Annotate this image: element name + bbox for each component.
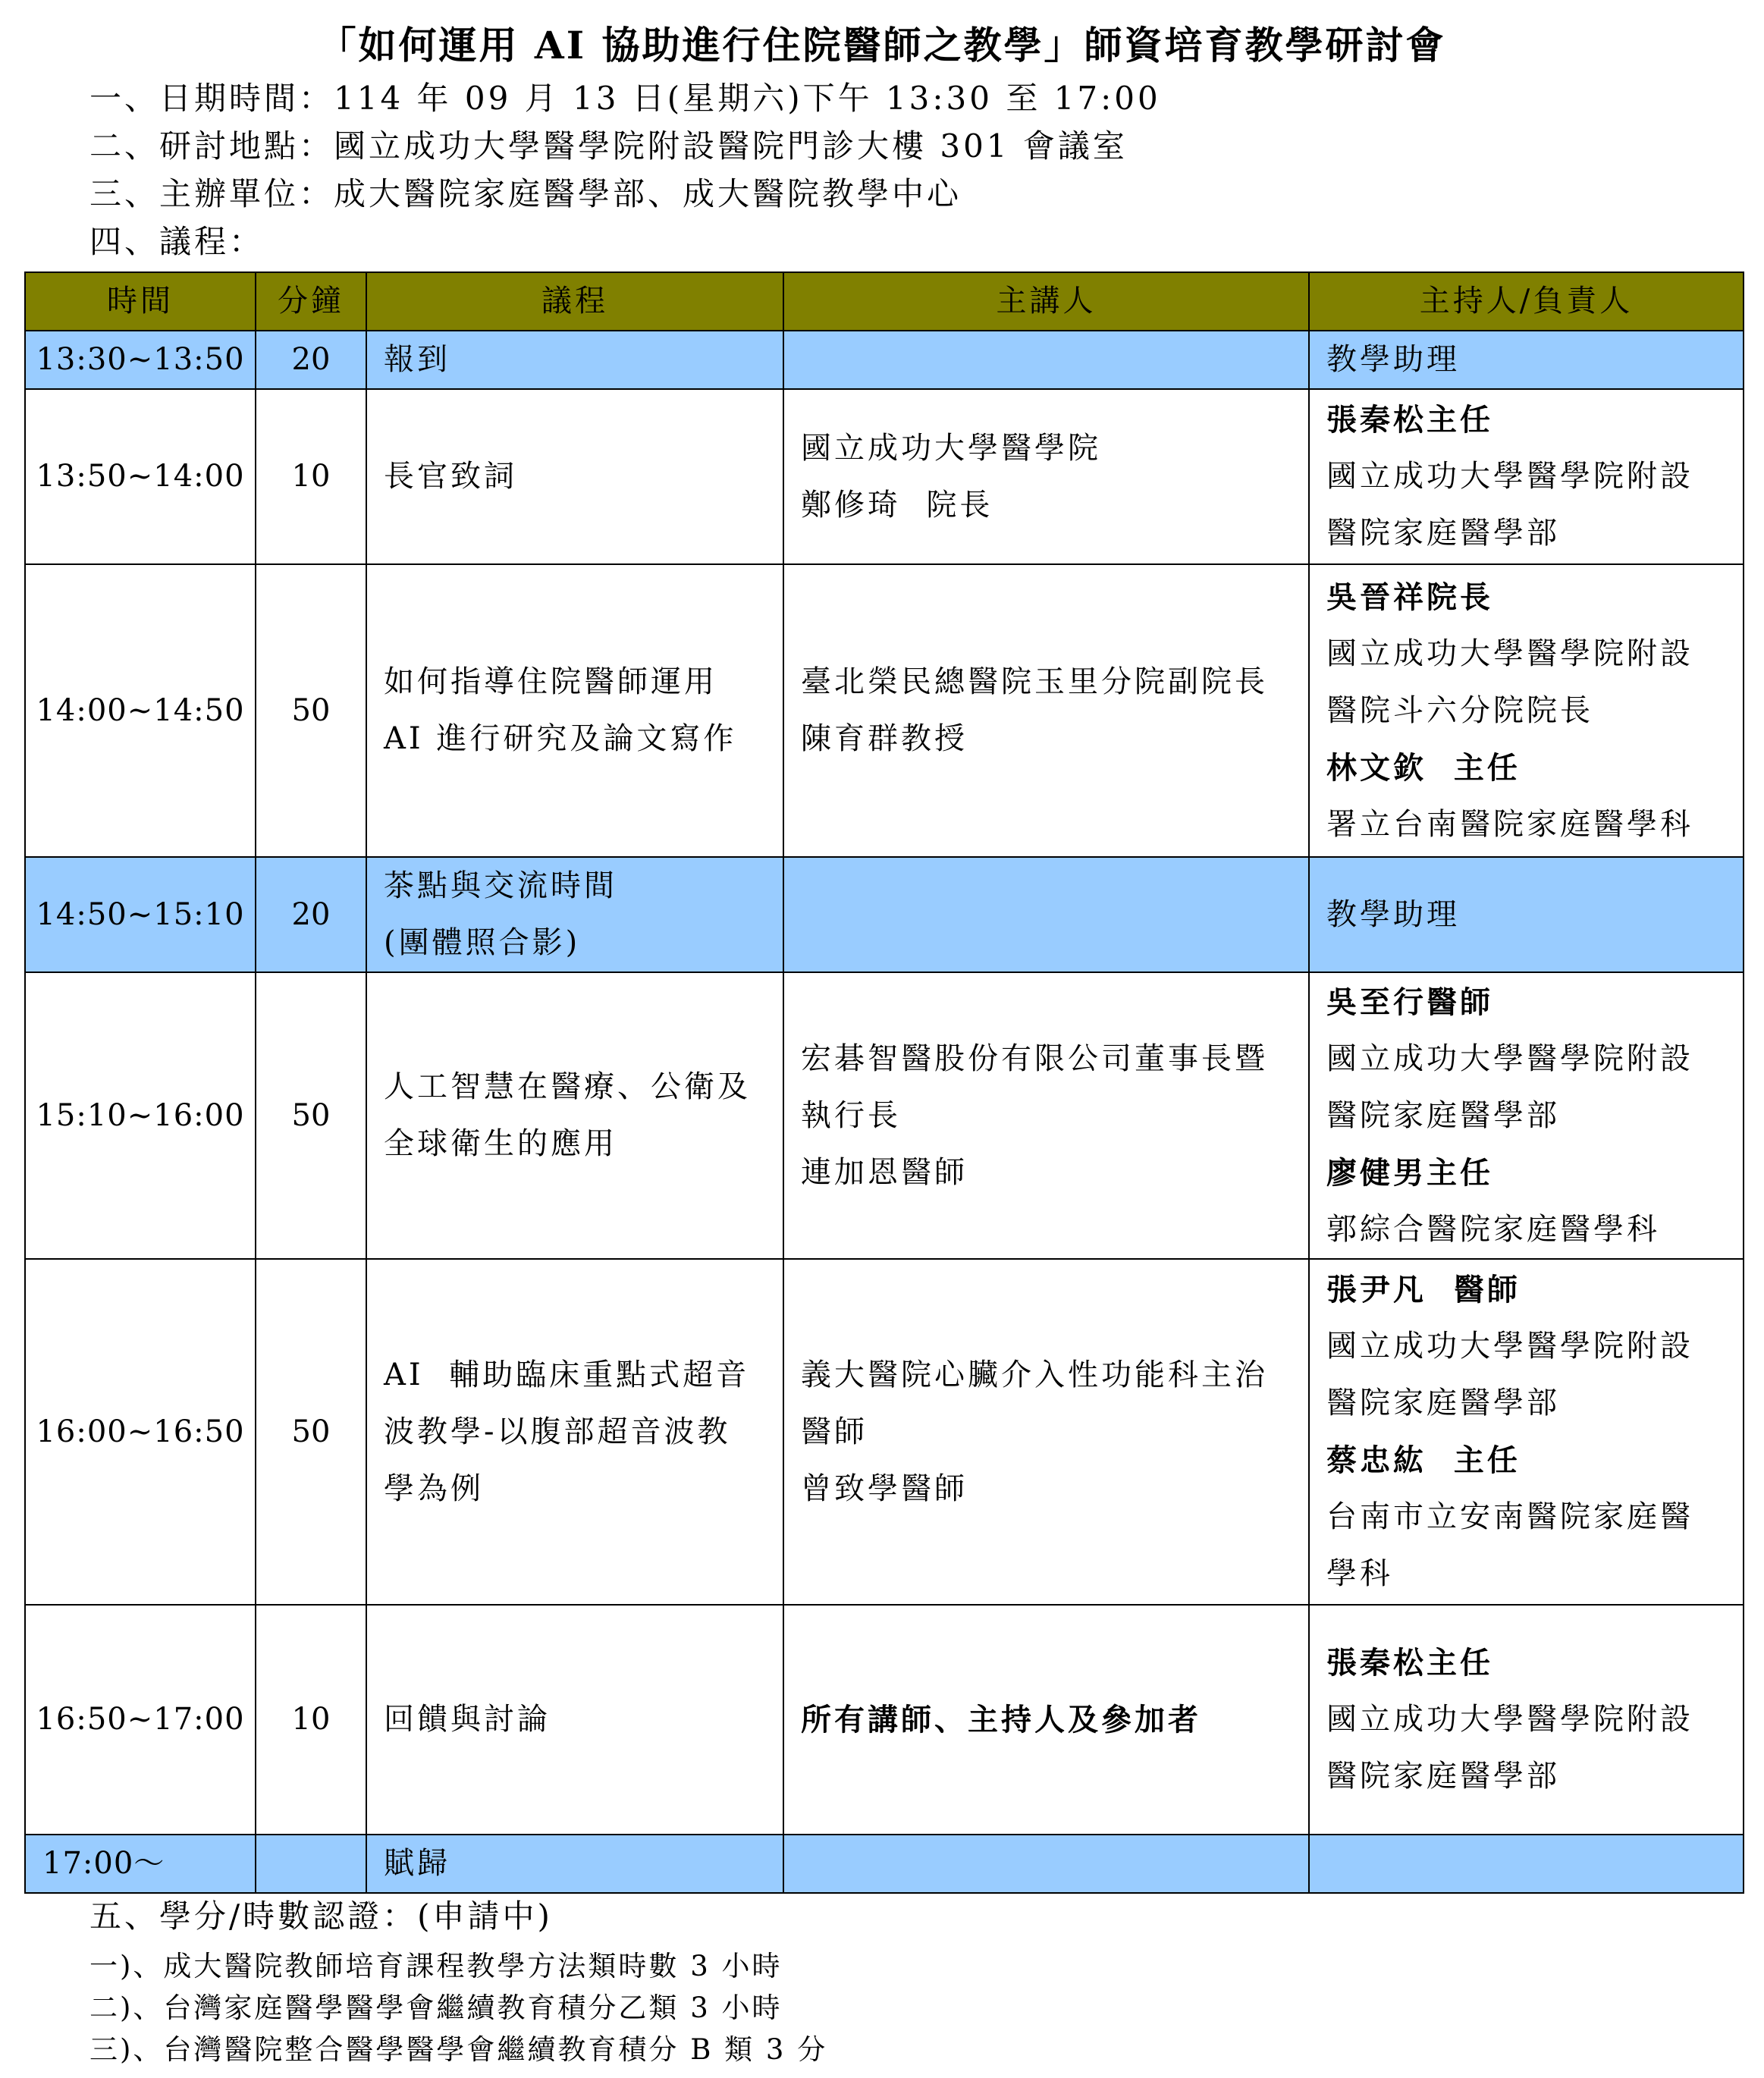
host-line: 醫院家庭醫學部 bbox=[1326, 516, 1560, 551]
credits-heading: 五、學分/時數認證：(申請中) bbox=[89, 1898, 553, 1935]
agenda-header-row bbox=[25, 272, 1744, 331]
topic-line: (團體照合影) bbox=[384, 925, 581, 960]
speaker-line: 義大醫院心臟介入性功能科主治 bbox=[801, 1357, 1268, 1392]
host-line: 國立成功大學醫學院附設 bbox=[1326, 1329, 1693, 1364]
row-speaker bbox=[783, 564, 1309, 857]
row-topic bbox=[366, 1605, 783, 1835]
host-line: 郭綜合醫院家庭醫學科 bbox=[1326, 1211, 1660, 1247]
host-line: 國立成功大學醫學院附設 bbox=[1326, 459, 1693, 494]
topic-line: 報到 bbox=[384, 342, 450, 377]
row-time: 16:50~17:00 bbox=[25, 1605, 256, 1835]
row-host bbox=[1309, 1835, 1744, 1893]
row-topic bbox=[366, 331, 783, 389]
row-time: 14:00~14:50 bbox=[25, 564, 256, 857]
row-minutes: 10 bbox=[256, 389, 366, 564]
host-name: 吳晉祥院長 bbox=[1326, 579, 1493, 615]
page-title: 「如何運用 AI 協助進行住院醫師之教學」師資培育教學研討會 bbox=[318, 23, 1446, 67]
row-minutes: 20 bbox=[256, 331, 366, 389]
header-time: 時間 bbox=[25, 272, 256, 331]
table-row bbox=[25, 1605, 1744, 1835]
row-topic bbox=[366, 389, 783, 564]
table-row bbox=[25, 972, 1744, 1259]
header-speaker: 主講人 bbox=[783, 272, 1309, 331]
host-line: 國立成功大學醫學院附設 bbox=[1326, 1702, 1693, 1737]
topic-line: 賦歸 bbox=[384, 1846, 450, 1881]
row-host bbox=[1309, 564, 1744, 857]
topic-line: 全球衛生的應用 bbox=[384, 1126, 617, 1161]
row-topic bbox=[366, 1835, 783, 1893]
credit-item: 一)、成大醫院教師培育課程教學方法類時數 3 小時 bbox=[89, 1950, 783, 1982]
row-topic bbox=[366, 564, 783, 857]
row-minutes bbox=[256, 1835, 366, 1893]
host-line: 教學助理 bbox=[1326, 342, 1460, 377]
row-speaker bbox=[783, 972, 1309, 1259]
host-line: 醫院家庭醫學部 bbox=[1326, 1386, 1560, 1420]
speaker-line: 曾致學醫師 bbox=[801, 1471, 968, 1506]
host-name: 蔡忠紘 主任 bbox=[1326, 1442, 1521, 1478]
row-time: 17:00～ bbox=[25, 1835, 256, 1893]
speaker-line: 鄭修琦 院長 bbox=[801, 487, 993, 523]
table-row bbox=[25, 1835, 1744, 1893]
info-agenda-heading: 四、議程： bbox=[89, 223, 265, 260]
topic-line: 波教學-以腹部超音波教 bbox=[384, 1414, 731, 1449]
speaker-line: 連加恩醫師 bbox=[801, 1154, 968, 1190]
row-host bbox=[1309, 972, 1744, 1259]
host-name: 林文欽 主任 bbox=[1326, 749, 1521, 786]
topic-line: AI 進行研究及論文寫作 bbox=[384, 721, 737, 756]
host-line: 教學助理 bbox=[1326, 896, 1460, 932]
speaker-line: 宏碁智醫股份有限公司董事長暨 bbox=[801, 1041, 1268, 1076]
agenda-table bbox=[24, 272, 1744, 1894]
row-minutes: 50 bbox=[256, 1259, 366, 1605]
topic-line: 茶點與交流時間 bbox=[384, 868, 617, 903]
host-line: 國立成功大學醫學院附設 bbox=[1326, 636, 1693, 671]
info-organizer: 三、主辦單位：成大醫院家庭醫學部、成大醫院教學中心 bbox=[89, 175, 962, 212]
host-name: 吳至行醫師 bbox=[1326, 984, 1493, 1020]
host-line: 國立成功大學醫學院附設 bbox=[1326, 1041, 1693, 1076]
topic-line: 學為例 bbox=[384, 1471, 484, 1506]
table-row bbox=[25, 564, 1744, 857]
table-row bbox=[25, 857, 1744, 972]
row-speaker bbox=[783, 331, 1309, 389]
row-topic bbox=[366, 1259, 783, 1605]
info-date: 一、日期時間：114 年 09 月 13 日(星期六)下午 13:30 至 17:00 bbox=[89, 80, 1161, 117]
row-time: 14:50~15:10 bbox=[25, 857, 256, 972]
speaker-line: 臺北榮民總醫院玉里分院副院長 bbox=[801, 664, 1268, 699]
host-line: 醫院家庭醫學部 bbox=[1326, 1097, 1560, 1133]
row-time: 13:30~13:50 bbox=[25, 331, 256, 389]
topic-line: 長官致詞 bbox=[384, 459, 517, 494]
host-name: 廖健男主任 bbox=[1326, 1154, 1493, 1191]
row-host bbox=[1309, 1259, 1744, 1605]
row-speaker bbox=[783, 389, 1309, 564]
topic-line: AI 輔助臨床重點式超音 bbox=[384, 1357, 750, 1392]
row-host bbox=[1309, 857, 1744, 972]
row-time: 13:50~14:00 bbox=[25, 389, 256, 564]
row-host bbox=[1309, 389, 1744, 564]
host-line: 醫院斗六分院院長 bbox=[1326, 692, 1593, 728]
host-line: 署立台南醫院家庭醫學科 bbox=[1326, 806, 1693, 842]
host-line: 醫院家庭醫學部 bbox=[1326, 1759, 1560, 1794]
table-row bbox=[25, 331, 1744, 389]
host-name: 張尹凡 醫師 bbox=[1326, 1272, 1521, 1307]
speaker-line: 國立成功大學醫學院 bbox=[801, 430, 1101, 466]
row-minutes: 50 bbox=[256, 564, 366, 857]
topic-line: 人工智慧在醫療、公衛及 bbox=[384, 1069, 751, 1104]
row-speaker bbox=[783, 1835, 1309, 1893]
header-host: 主持人/負責人 bbox=[1309, 272, 1744, 331]
row-time: 15:10~16:00 bbox=[25, 972, 256, 1259]
speaker-line: 所有講師、主持人及參加者 bbox=[801, 1702, 1201, 1737]
speaker-line: 陳育群教授 bbox=[801, 721, 968, 756]
header-topic: 議程 bbox=[366, 272, 783, 331]
speaker-line: 執行長 bbox=[801, 1097, 901, 1133]
host-name: 張秦松主任 bbox=[1326, 1645, 1493, 1681]
host-line: 台南市立安南醫院家庭醫 bbox=[1326, 1499, 1693, 1534]
row-speaker bbox=[783, 1605, 1309, 1835]
row-time: 16:00~16:50 bbox=[25, 1259, 256, 1605]
table-row bbox=[25, 1259, 1744, 1605]
row-speaker bbox=[783, 1259, 1309, 1605]
row-host bbox=[1309, 331, 1744, 389]
host-name: 張秦松主任 bbox=[1326, 402, 1493, 438]
host-line: 學科 bbox=[1326, 1556, 1393, 1591]
info-venue: 二、研討地點：國立成功大學醫學院附設醫院門診大樓 301 會議室 bbox=[89, 127, 1128, 165]
row-minutes: 50 bbox=[256, 972, 366, 1259]
credit-item: 三)、台灣醫院整合醫學醫學會繼續教育積分 B 類 3 分 bbox=[89, 2033, 828, 2066]
row-topic bbox=[366, 972, 783, 1259]
credit-item: 二)、台灣家庭醫學醫學會繼續教育積分乙類 3 小時 bbox=[89, 1992, 783, 2024]
speaker-line: 醫師 bbox=[801, 1414, 868, 1449]
row-topic bbox=[366, 857, 783, 972]
table-row bbox=[25, 389, 1744, 564]
topic-line: 回饋與討論 bbox=[384, 1702, 551, 1737]
row-host bbox=[1309, 1605, 1744, 1835]
row-minutes: 20 bbox=[256, 857, 366, 972]
header-minutes: 分鐘 bbox=[256, 272, 366, 331]
row-speaker bbox=[783, 857, 1309, 972]
topic-line: 如何指導住院醫師運用 bbox=[384, 664, 717, 699]
row-minutes: 10 bbox=[256, 1605, 366, 1835]
